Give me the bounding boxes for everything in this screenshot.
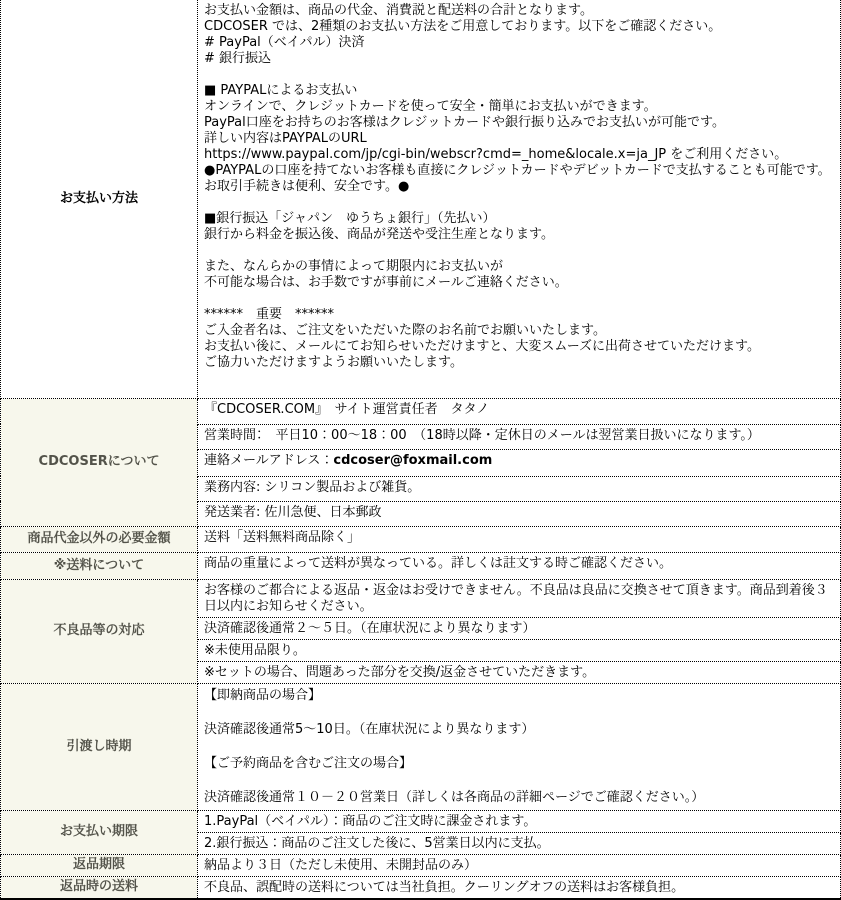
label-payment-deadline: お支払い期限 bbox=[1, 810, 198, 854]
contact-email-address: cdcoser@foxmail.com bbox=[333, 452, 493, 468]
payment-line: ●PAYPALの口座を持てないお客様も直接にクレジットカードやデビットカードで支払することも可能です。 bbox=[204, 163, 831, 178]
delivery-line: 【即納商品の場合】 bbox=[204, 687, 322, 703]
deadline-paypal: 1.PayPal（ベイパル）：商品のご注文時に課金されます。 bbox=[198, 810, 841, 832]
payment-line: お支払い金額は、商品の代金、消費説と配送料の合計となります。 bbox=[204, 3, 593, 18]
label-payment-method: お支払い方法 bbox=[1, 0, 198, 398]
payment-line-blank bbox=[204, 195, 836, 211]
row-delivery-time bbox=[1, 683, 841, 810]
payment-line: ■銀行振込「ジャパン ゆうちょ銀行」（先払い） bbox=[204, 211, 496, 226]
payment-line: 銀行から料金を振込後、商品が発送や受注生産となります。 bbox=[204, 227, 554, 242]
label-extra-fees: 商品代金以外の必要金額 bbox=[1, 526, 198, 552]
delivery-line: 決済確認後通常１０－２０営業日（詳しくは各商品の詳細ページでご確認ください。） bbox=[204, 789, 705, 805]
payment-important-marker: ****** 重要 ****** bbox=[204, 307, 335, 322]
delivery-line-blank bbox=[204, 738, 836, 755]
row-return-shipping bbox=[1, 876, 841, 899]
defective-exchange-timing: 決済確認後通常２～５日。（在庫状況により異なります） bbox=[198, 617, 841, 639]
shipping-note-content: 商品の重量によって送料が異なっている。詳しくは註文する時ご確認ください。 bbox=[198, 552, 841, 579]
paypal-url-text: https://www.paypal.com/jp/cgi-bin/webscr?cmd=_home&locale.x=ja_JP をご利用ください。 bbox=[204, 147, 788, 162]
defective-set-policy: ※セットの場合、問題あった部分を交換/返金させていただきます。 bbox=[198, 661, 841, 683]
payment-line: PayPal口座をお持ちのお客様はクレジットカードや銀行振り込みでお支払いが可能です。 bbox=[204, 115, 725, 130]
payment-line-blank bbox=[204, 67, 836, 83]
row-deadline-paypal bbox=[1, 810, 841, 832]
payment-line: 詳しい内容はPAYPALのURL bbox=[204, 131, 367, 146]
row-extra-fees bbox=[1, 526, 841, 552]
defective-return-policy: お客様のご都合による返品・返金はお受けできません。不良品は良品に交換させて頂きます。商品到着後３日以内にお知らせください。 bbox=[198, 579, 841, 617]
contact-email-label: 連絡メールアドレス： bbox=[204, 452, 334, 468]
row-return-deadline bbox=[1, 854, 841, 876]
label-defective: 不良品等の対応 bbox=[1, 579, 198, 683]
label-shipping-note: ※送料について bbox=[1, 552, 198, 579]
delivery-line-blank bbox=[204, 772, 836, 789]
payment-line: また、なんらかの事情によって期限内にお支払いが bbox=[204, 259, 504, 274]
payment-line: お取引手続きは便利、安全です。● bbox=[204, 179, 410, 194]
payment-line: CDCOSER では、2種類のお支払い方法をご用意しております。以下をご確認ください。 bbox=[204, 19, 722, 34]
row-shipping-note bbox=[1, 552, 841, 579]
payment-line: ご協力いただけますようお願いいたします。 bbox=[204, 355, 463, 370]
extra-fees-content: 送料「送料無料商品除く」 bbox=[198, 526, 841, 552]
label-about: CDCOSERについて bbox=[1, 398, 198, 526]
label-return-deadline: 返品期限 bbox=[1, 854, 198, 876]
payment-line: オンラインで、クレジットカードを使って安全・簡単にお支払いができます。 bbox=[204, 99, 657, 114]
return-shipping-content: 不良品、誤配時の送料については当社負担。クーリングオフの送料はお客様負担。 bbox=[198, 876, 841, 899]
payment-line: ご入金者名は、ご注文をいただいた際のお名前でお願いいたします。 bbox=[204, 323, 606, 338]
payment-line: # 銀行振込 bbox=[204, 51, 272, 66]
about-site-operator: 『CDCOSER.COM』 サイト運営責任者 タタノ bbox=[198, 398, 841, 424]
payment-line: お支払い後に、メールにてお知らせいただけますと、大変スムーズに出荷させていただけます。 bbox=[204, 339, 761, 354]
delivery-line: 【ご予約商品を含むご注文の場合】 bbox=[204, 755, 413, 771]
about-business-content: 業務内容: シリコン製品および雑貨。 bbox=[198, 476, 841, 501]
payment-line-blank bbox=[204, 243, 836, 259]
about-shipping-carriers: 発送業者: 佐川急便、日本郵政 bbox=[198, 501, 841, 526]
label-delivery-time: 引渡し時期 bbox=[1, 683, 198, 810]
defective-unused-only: ※未使用品限り。 bbox=[198, 639, 841, 661]
row-about-site bbox=[1, 398, 841, 424]
payment-line-blank bbox=[204, 291, 836, 307]
row-defective-policy bbox=[1, 579, 841, 617]
payment-method-content bbox=[198, 0, 841, 398]
payment-line: # PayPal（ベイパル）決済 bbox=[204, 35, 365, 50]
payment-line: ■ PAYPALによるお支払い bbox=[204, 83, 358, 98]
row-payment-method bbox=[1, 0, 841, 398]
delivery-line: 決済確認後通常5～10日。（在庫状況により異なります） bbox=[204, 721, 535, 737]
delivery-line-blank bbox=[204, 704, 836, 721]
label-return-shipping: 返品時の送料 bbox=[1, 876, 198, 899]
delivery-time-content bbox=[198, 683, 841, 810]
deadline-bank-transfer: 2.銀行振込：商品のご注文した後に、5営業日以内に支払。 bbox=[198, 832, 841, 854]
about-contact-email-row bbox=[198, 449, 841, 476]
about-business-hours: 営業時間： 平日10：00～18：00 （18時以降・定休日のメールは翌営業日扱いになります。） bbox=[198, 424, 841, 449]
return-deadline-content: 納品より３日（ただし未使用、未開封品のみ） bbox=[198, 854, 841, 876]
payment-line: 不可能な場合は、お手数ですが事前にメールご連絡ください。 bbox=[204, 275, 568, 290]
